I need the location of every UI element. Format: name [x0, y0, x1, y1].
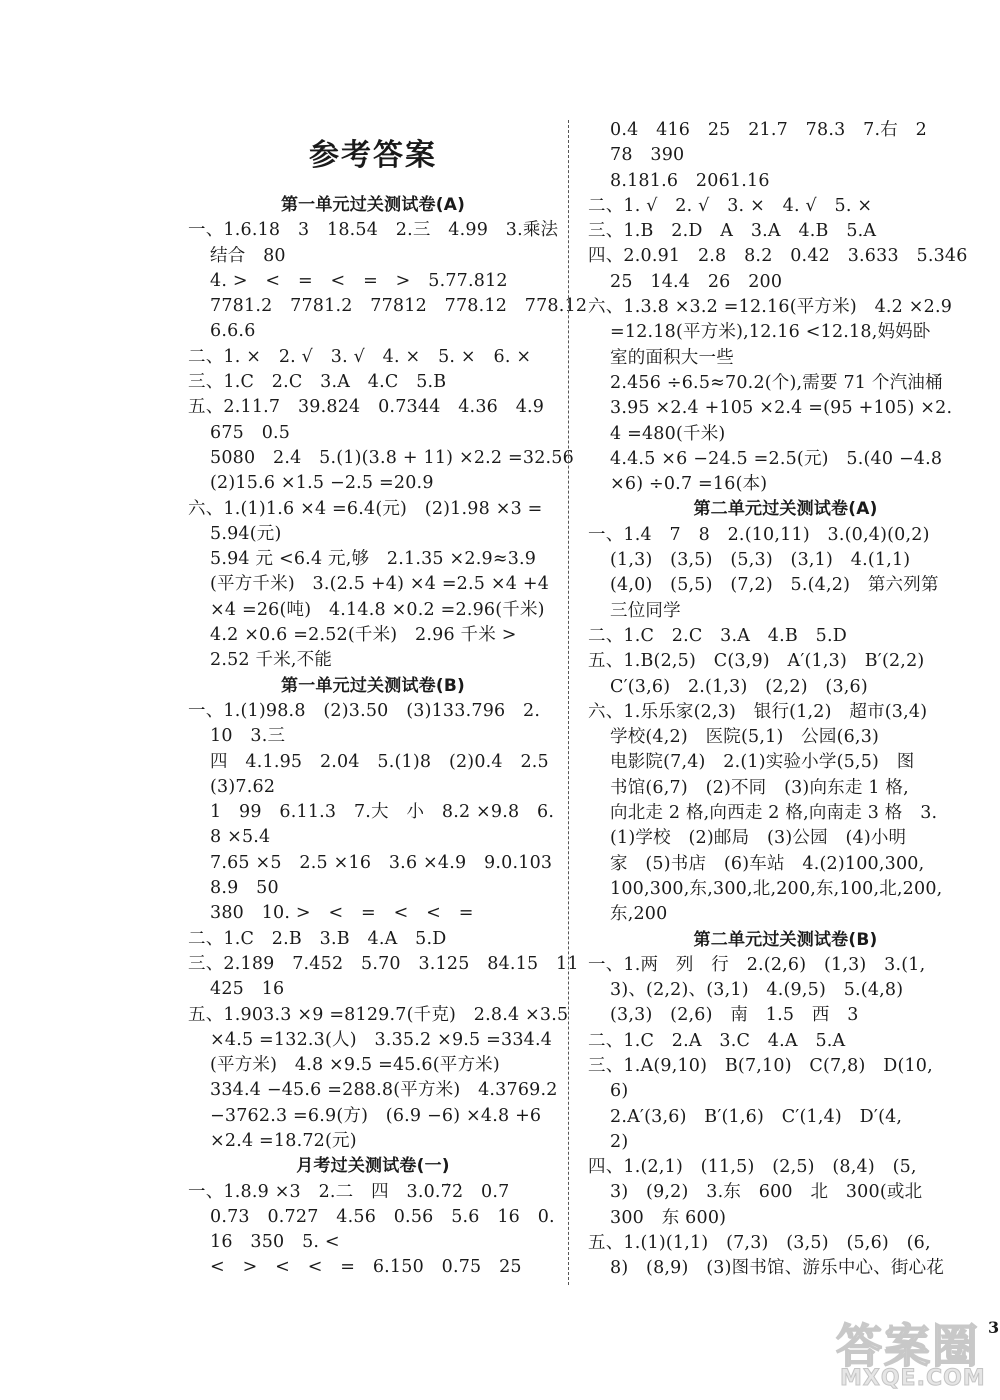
- column-divider: [568, 120, 569, 1285]
- answer-line: 2.456 ÷6.5≈70.2(个),需要 71 个汽油桶: [610, 372, 943, 393]
- section-heading: 月考过关测试卷(一): [296, 1156, 450, 1177]
- answer-line: 二、1. √ 2. √ 3. × 4. √ 5. ×: [588, 195, 873, 216]
- answer-line: 10 3.三: [210, 726, 286, 747]
- answer-line: 家 (5)书店 (6)车站 4.(2)100,300,: [610, 853, 925, 874]
- answer-line: 一、1.两 列 行 2.(2,6) (1,3) 3.(1,: [588, 954, 926, 975]
- page-title: 参考答案: [309, 138, 437, 173]
- answer-line: 三、1.B 2.D A 3.A 4.B 5.A: [588, 221, 877, 242]
- answer-line: (2)15.6 ×1.5 −2.5 =20.9: [210, 473, 434, 494]
- answer-line: 电影院(7,4) 2.(1)实验小学(5,5) 图: [610, 752, 915, 773]
- right-column: [588, 118, 983, 1282]
- answer-line: ×4.5 =132.3(人) 3.35.2 ×9.5 =334.4: [210, 1029, 553, 1050]
- answer-line: 三位同学: [610, 600, 681, 621]
- answer-line: ×4 =26(吨) 4.14.8 ×0.2 =2.96(千米): [210, 599, 545, 620]
- answer-line: 4.4.5 ×6 −24.5 =2.5(元) 5.(40 −4.8: [610, 448, 943, 469]
- page-number: 3: [988, 1318, 1000, 1337]
- answer-line: 四、1.(2,1) (11,5) (2,5) (8,4) (5,: [588, 1157, 917, 1178]
- answer-line: 6.6.6: [210, 321, 256, 342]
- section-heading: 第二单元过关测试卷(A): [693, 499, 878, 520]
- answer-line: 0.73 0.727 4.56 0.56 5.6 16 0.: [210, 1206, 555, 1227]
- answer-line: 5.94(元): [210, 523, 282, 544]
- section-heading: 第二单元过关测试卷(B): [693, 929, 878, 950]
- answer-line: (3,3) (2,6) 南 1.5 西 3: [610, 1005, 859, 1026]
- answer-line: 一、1.(1)98.8 (2)3.50 (3)133.796 2.: [188, 700, 541, 721]
- answer-line: 三、2.189 7.452 5.70 3.125 84.15 11: [188, 953, 579, 974]
- answer-line: 1 99 6.11.3 7.大 小 8.2 ×9.8 6.: [210, 802, 555, 823]
- answer-line: 334.4 −45.6 =288.8(平方米) 4.3769.2: [210, 1080, 558, 1101]
- answer-line: (平方米) 4.8 ×9.5 =45.6(平方米): [210, 1055, 500, 1076]
- answer-line: (1,3) (3,5) (5,3) (3,1) 4.(1,1): [610, 550, 911, 571]
- answer-line: 7781.2 7781.2 77812 778.12 778.12: [210, 296, 588, 317]
- answer-line: −3762.3 =6.9(方) (6.9 −6) ×4.8 +6: [210, 1105, 542, 1126]
- answer-line: 78 390: [610, 145, 685, 166]
- answer-line: 3.95 ×2.4 +105 ×2.4 =(95 +105) ×2.: [610, 398, 953, 419]
- answer-line: 2): [610, 1131, 629, 1152]
- answer-line: 4. > < = < = > 5.77.812: [210, 270, 508, 291]
- answer-line: 一、1.6.18 3 18.54 2.三 4.99 3.乘法: [188, 220, 559, 241]
- watermark-logo: [828, 1306, 998, 1396]
- answer-line: 7.65 ×5 2.5 ×16 3.6 ×4.9 9.0.103: [210, 852, 553, 873]
- answer-line: 书馆(6,7) (2)不同 (3)向东走 1 格,: [610, 777, 909, 798]
- answer-line: 8.181.6 2061.16: [610, 170, 770, 191]
- answer-line: 二、1.C 2.A 3.C 4.A 5.A: [588, 1030, 846, 1051]
- answer-line: (平方千米) 3.(2.5 +4) ×4 =2.5 ×4 +4: [210, 574, 550, 595]
- answer-line: 五、2.11.7 39.824 0.7344 4.36 4.9: [188, 397, 545, 418]
- answer-line: 675 0.5: [210, 422, 291, 443]
- answer-line: 25 14.4 26 200: [610, 271, 783, 292]
- answer-line: 0.4 416 25 21.7 78.3 7.右 2: [610, 120, 927, 140]
- watermark-text: 答案圈: [836, 1319, 980, 1373]
- answer-line: 4.2 ×0.6 =2.52(千米) 2.96 千米 >: [210, 625, 517, 646]
- answer-line: 二、1.C 2.C 3.A 4.B 5.D: [588, 625, 847, 646]
- answer-line: 六、1.3.8 ×3.2 =12.16(平方米) 4.2 ×2.9: [588, 297, 953, 318]
- answer-line: 100,300,东,300,北,200,东,100,北,200,: [610, 878, 943, 899]
- answer-line: 5080 2.4 5.(1)(3.8 + 11) ×2.2 =32.56: [210, 447, 574, 468]
- answer-line: 四 4.1.95 2.04 5.(1)8 (2)0.4 2.5: [210, 751, 549, 772]
- answer-line: 5.94 元 <6.4 元,够 2.1.35 ×2.9≈3.9: [210, 549, 537, 570]
- answer-line: (3)7.62: [210, 776, 276, 797]
- answer-line: 6): [610, 1081, 629, 1102]
- answer-line: 380 10. > < = < < =: [210, 903, 474, 924]
- answer-line: 二、1. × 2. √ 3. √ 4. × 5. × 6. ×: [188, 346, 532, 367]
- answer-line: C′(3,6) 2.(1,3) (2,2) (3,6): [610, 676, 868, 697]
- section-heading: 第一单元过关测试卷(A): [280, 195, 466, 215]
- answer-line: 五、1.903.3 ×9 =8129.7(千克) 2.8.4 ×3.5: [188, 1004, 569, 1025]
- answer-line: 六、1.乐乐家(2,3) 银行(1,2) 超市(3,4): [588, 701, 928, 722]
- answer-line: 300 东 600): [610, 1207, 727, 1228]
- answer-line: 向北走 2 格,向西走 2 格,向南走 3 格 3.: [610, 803, 938, 824]
- watermark-url: MXQE.COM: [840, 1366, 986, 1391]
- answer-line: 8) (8,9) (3)图书馆、游乐中心、街心花: [610, 1258, 945, 1279]
- answer-line: 3)、(2,2)、(3,1) 4.(9,5) 5.(4,8): [610, 980, 904, 1001]
- answer-line: 学校(4,2) 医院(5,1) 公园(6,3): [610, 727, 880, 748]
- answer-line: 8 ×5.4: [210, 827, 271, 848]
- answer-line: 3) (9,2) 3.东 600 北 300(或北: [610, 1182, 923, 1203]
- answer-line: 一、1.4 7 8 2.(10,11) 3.(0,4)(0,2): [588, 524, 930, 545]
- answer-line: (1)学校 (2)邮局 (3)公园 (4)小明: [610, 828, 907, 849]
- answer-line: 五、1.(1)(1,1) (7,3) (3,5) (5,6) (6,: [588, 1233, 931, 1254]
- answer-line: 8.9 50: [210, 878, 279, 899]
- answer-line: 结合 80: [210, 245, 286, 266]
- answer-line: 二、1.C 2.B 3.B 4.A 5.D: [188, 928, 447, 949]
- answer-line: 16 350 5. <: [210, 1232, 340, 1253]
- answer-line: 六、1.(1)1.6 ×4 =6.4(元) (2)1.98 ×3 =: [188, 498, 543, 519]
- answer-line: 四、2.0.91 2.8 8.2 0.42 3.633 5.346: [588, 246, 968, 267]
- answer-line: 2.52 千米,不能: [210, 650, 333, 671]
- answer-line: 东,200: [610, 904, 668, 925]
- answer-line: (4,0) (5,5) (7,2) 5.(4,2) 第六列第: [610, 575, 939, 596]
- answer-line: 425 16: [210, 979, 285, 1000]
- answer-line: 2.A′(3,6) B′(1,6) C′(1,4) D′(4,: [610, 1106, 903, 1127]
- answer-line: 一、1.8.9 ×3 2.二 四 3.0.7̇2̇ 0.7: [188, 1181, 510, 1202]
- answer-line: =12.18(平方米),12.16 <12.18,妈妈卧: [610, 322, 931, 343]
- left-column: [188, 193, 588, 1281]
- answer-line: 三、1.C 2.C 3.A 4.C 5.B: [188, 372, 447, 393]
- section-heading: 第一单元过关测试卷(B): [281, 675, 465, 696]
- answer-line: < > < < = 6.150 0.75 25: [210, 1257, 522, 1278]
- answer-line: ×6) ÷0.7 =16(本): [610, 474, 768, 495]
- answer-line: 室的面积大一些: [610, 347, 734, 368]
- answer-line: ×2.4 =18.72(元): [210, 1130, 357, 1151]
- answer-line: 三、1.A(9,10) B(7,10) C(7,8) D(10,: [588, 1055, 933, 1076]
- answer-line: 4 =480(千米): [610, 423, 726, 444]
- answer-line: 五、1.B(2,5) C(3,9) A′(1,3) B′(2,2): [588, 651, 925, 672]
